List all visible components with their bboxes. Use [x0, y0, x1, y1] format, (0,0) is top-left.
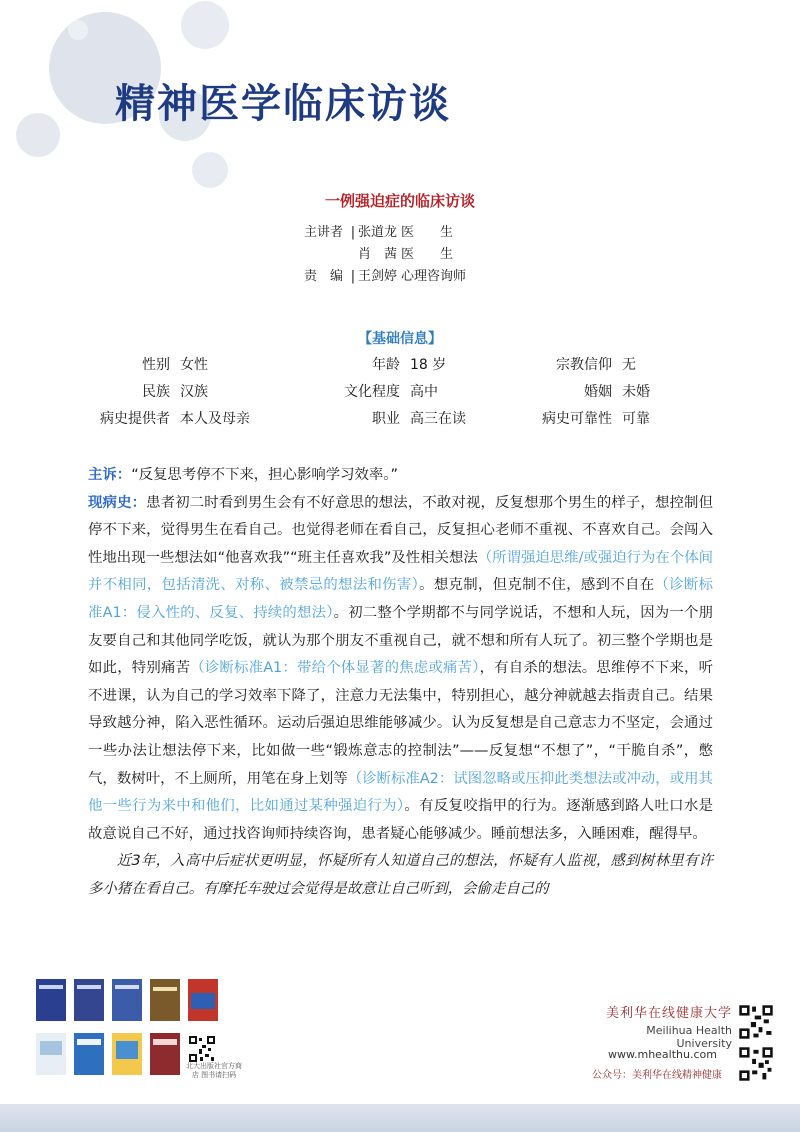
- history-text: 患者初二时看到男生会有不好意思的想法，不敢对视，反复想那个男生的样子，想控制但停不下来，觉得男生在看自己。也觉得老师在看自己，反复担心老师不重视、不喜欢自己。会闯入性地出现一些想法如“他喜欢我”“班主任喜欢我”及性相关想法: [88, 494, 713, 566]
- qr-code-icon: [738, 1046, 774, 1082]
- info-value: 无: [622, 357, 636, 373]
- credit-name: 王剑婷: [358, 269, 398, 284]
- chief-complaint: [88, 462, 713, 490]
- info-row: [0, 379, 800, 406]
- diagnostic-note: （诊断标准A1：带给个体显著的焦虑或痛苦）: [190, 660, 480, 677]
- history-text: 。初二整个学期都不与同学说话，不想和人玩，因为一个朋友要自己和其他同学吃饭，就认为那个朋友不重视自己，就不想和所有人玩了。初三整个学期也是如此，特别痛苦: [88, 604, 713, 677]
- diagnostic-note: （诊断标准A2：试图忽略或压抑此类想法或冲动，或用其他一些行为来中和他们，比如通过某种强迫行为）: [88, 770, 713, 815]
- info-label: 民族: [142, 384, 170, 400]
- books-caption: 北大出版社官方商店 图书请扫码: [186, 1062, 242, 1079]
- info-cell: [520, 379, 650, 406]
- credit-row: [304, 222, 466, 244]
- info-label: 宗教信仰: [556, 357, 612, 373]
- info-label: 婚姻: [584, 384, 612, 400]
- credit-row: [304, 244, 466, 266]
- info-value: 未婚: [622, 384, 650, 400]
- info-value: 高中: [410, 384, 438, 400]
- info-cell: [310, 406, 466, 433]
- diagnostic-note: （诊断标准A1：侵入性的、反复、持续的想法）: [88, 577, 713, 621]
- footer-bar: [0, 1104, 800, 1132]
- brand-name-en: Meilihua Health University: [646, 1024, 732, 1050]
- credit-role: 责 编: [304, 269, 344, 284]
- info-value: 高三在读: [410, 411, 466, 427]
- info-value: 可靠: [622, 411, 650, 427]
- info-value: 18 岁: [410, 357, 447, 373]
- info-value: 汉族: [180, 384, 208, 400]
- credit-row: [304, 266, 466, 288]
- qr-code-icon: [188, 1035, 216, 1063]
- info-value: 女性: [180, 357, 208, 373]
- brand-name-cn: 美利华在线健康大学: [605, 1006, 732, 1021]
- article-title: 一例强迫症的临床访谈: [324, 192, 475, 210]
- info-label: 病史提供者: [100, 411, 170, 427]
- info-cell: [310, 352, 446, 379]
- brand-block: [592, 1002, 732, 1050]
- credit-role: [304, 244, 348, 266]
- history-label: 现病史：: [88, 494, 147, 511]
- info-label: 职业: [372, 411, 400, 427]
- basic-info-table: [0, 352, 800, 433]
- case-body: [88, 462, 713, 904]
- info-cell: [310, 379, 438, 406]
- info-row: [0, 406, 800, 433]
- info-row: [0, 352, 800, 379]
- credit-role: 主讲者: [304, 225, 344, 240]
- credit-name: 肖 茜: [358, 247, 398, 262]
- basic-info-header: 【基础信息】: [358, 331, 442, 347]
- history-text: ，有自杀的想法。思维停不下来，听不进课，认为自己的学习效率下降了，注意力无法集中，特别担心，越分神就越去指责自己。结果导致越分神，陷入恶性循环。运动后强迫思维能够减少。认为反复想是自己意志力不坚定，会通过一些办法让想法停下来，比如做一些“锻炼意志的控制法”——反复想“不想了”，“干脆自杀”，憋气，数树叶，不上厕所，用笔在身上划等: [88, 660, 713, 787]
- brand-url: www.mhealthu.com: [608, 1048, 717, 1061]
- credit-position: 医 生: [401, 225, 454, 240]
- info-label: 文化程度: [344, 384, 400, 400]
- info-cell: [80, 352, 208, 379]
- complaint-label: 主诉：: [88, 467, 132, 483]
- present-history: [88, 490, 713, 849]
- history-text: 。想克制，但克制不住，感到不自在: [419, 577, 655, 594]
- info-cell: [80, 379, 208, 406]
- history-text: 。有反复咬指甲的行为。逐渐感到路人吐口水是故意说自己不好，通过找咨询师持续咨询，患者疑心能够减少。睡前想法多，入睡困难，醒得早。: [88, 798, 713, 842]
- info-cell: [520, 406, 650, 433]
- info-cell: [520, 352, 636, 379]
- brand-wechat: 公众号：美利华在线精神健康: [592, 1070, 722, 1081]
- diagnostic-note: （所谓强迫思维/或强迫行为在个体间并不相同，包括清洗、对称、被禁忌的想法和伤害）: [88, 549, 713, 594]
- history-paragraph-2: 近3年，入高中后症状更明显，怀疑所有人知道自己的想法，怀疑有人监视，感到树林里有许多小猪在看自己。有摩托车驶过会觉得是故意让自己听到，会偷走自己的: [88, 853, 713, 897]
- credit-separator: |: [350, 225, 356, 240]
- credit-separator: |: [350, 269, 356, 284]
- info-label: 病史可靠性: [542, 411, 612, 427]
- qr-code-icon: [738, 1004, 774, 1040]
- credit-position: 医 生: [401, 247, 454, 262]
- credit-separator: [348, 244, 358, 266]
- info-value: 本人及母亲: [180, 411, 250, 427]
- credit-position: 心理咨询师: [401, 269, 467, 284]
- info-label: 性别: [142, 357, 170, 373]
- credits: [304, 222, 466, 288]
- page-title: 精神医学临床访谈: [115, 81, 451, 127]
- complaint-text: “反复思考停不下来，担心影响学习效率。”: [131, 467, 398, 483]
- info-label: 年龄: [372, 357, 400, 373]
- info-cell: [80, 406, 250, 433]
- credit-name: 张道龙: [358, 225, 398, 240]
